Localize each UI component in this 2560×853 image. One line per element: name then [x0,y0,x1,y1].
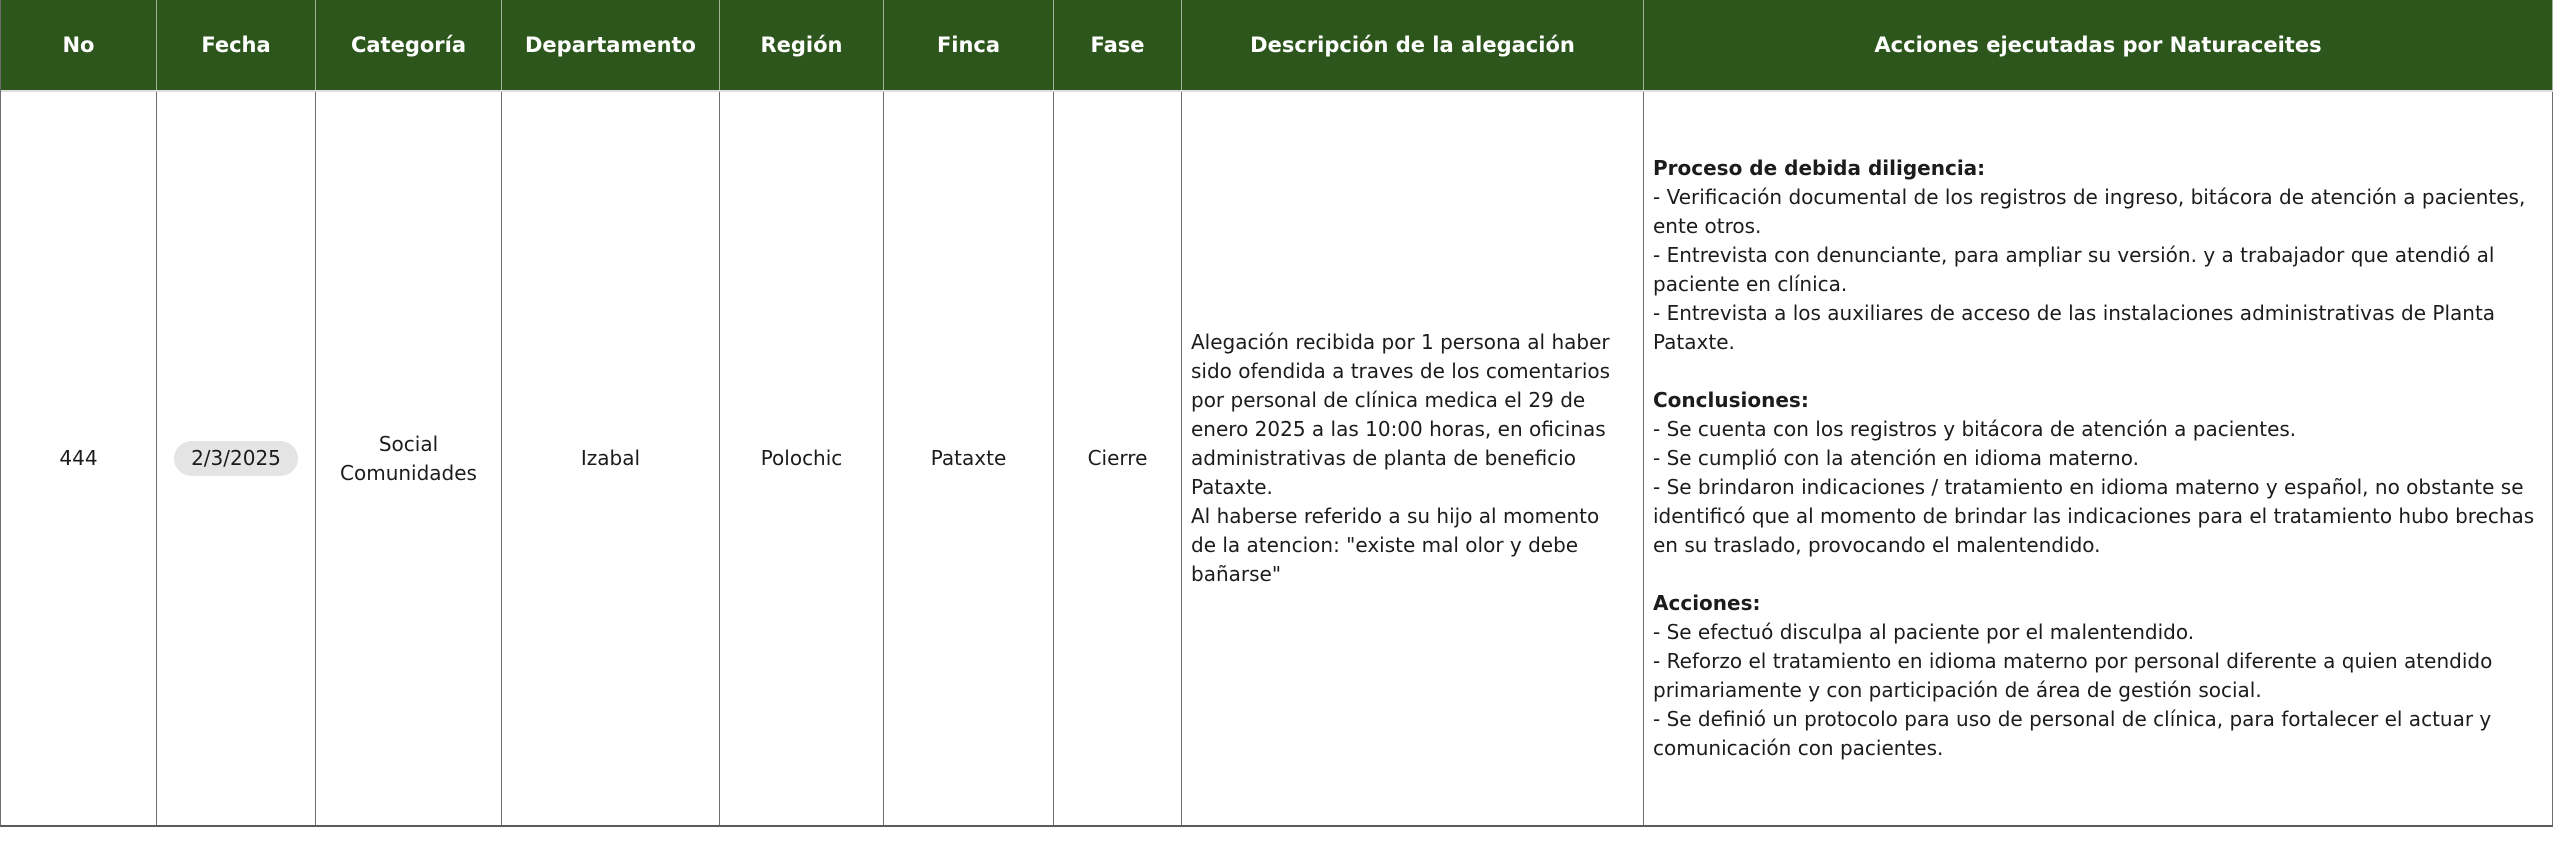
header-departamento: Departamento [502,0,720,90]
cell-descripcion [1182,92,1644,825]
section-item: - Se cuenta con los registros y bitácora de atención a pacientes. [1653,417,2297,441]
cell-no: 444 [1,92,157,825]
descripcion-paragraph: Al haberse referido a su hijo al momento de la atencion: "existe mal olor y debe bañarse" [1191,504,1600,586]
section-item: - Se definió un protocolo para uso de personal de clínica, para fortalecer el actuar y comunicación con pacientes. [1653,707,2492,760]
section-title: Proceso de debida diligencia: [1653,156,1986,180]
section-item: - Entrevista a los auxiliares de acceso de las instalaciones administrativas de Planta Pataxte. [1653,301,2496,354]
cell-finca: Pataxte [884,92,1054,825]
header-region: Región [720,0,884,90]
cell-fase: Cierre [1054,92,1182,825]
table-header-row [1,0,2553,92]
section-item: - Reforzo el tratamiento en idioma materno por personal diferente a quien atendido primariamente y con participación de área de gestión social. [1653,649,2493,702]
descripcion-paragraph: Alegación recibida por 1 persona al haber sido ofendida a traves de los comentarios por personal de clínica medica el 29 de enero 2025 a las 10:00 horas, en oficinas administrativas de planta de beneficio Pataxte. [1191,330,1611,499]
table-row [1,92,2553,825]
header-categoria: Categoría [316,0,502,90]
section-item: - Se brindaron indicaciones / tratamiento en idioma materno y español, no obstante se identificó que al momento de brindar las indicaciones para el tratamiento hubo brechas en su traslado, provocando el malentendido. [1653,475,2535,557]
header-fase: Fase [1054,0,1182,90]
cell-departamento: Izabal [502,92,720,825]
cell-region: Polochic [720,92,884,825]
section-title: Conclusiones: [1653,388,1809,412]
cell-acciones [1644,92,2553,825]
header-descripcion: Descripción de la alegación [1182,0,1644,90]
acciones-section-proceso [1653,154,2536,357]
section-title: Acciones: [1653,591,1761,615]
section-item: - Se cumplió con la atención en idioma materno. [1653,446,2139,470]
header-no: No [1,0,157,90]
cell-fecha [157,92,316,825]
acciones-section-conclusiones [1653,386,2536,560]
acciones-section-acciones [1653,589,2536,763]
header-acciones: Acciones ejecutadas por Naturaceites [1644,0,2553,90]
header-fecha: Fecha [157,0,316,90]
section-item: - Verificación documental de los registros de ingreso, bitácora de atención a pacientes, ente otros. [1653,185,2526,238]
cell-categoria: Social Comunidades [316,92,502,825]
date-chip[interactable]: 2/3/2025 [174,441,298,476]
section-item: - Se efectuó disculpa al paciente por el malentendido. [1653,620,2195,644]
header-finca: Finca [884,0,1054,90]
section-item: - Entrevista con denunciante, para ampliar su versión. y a trabajador que atendió al paciente en clínica. [1653,243,2495,296]
